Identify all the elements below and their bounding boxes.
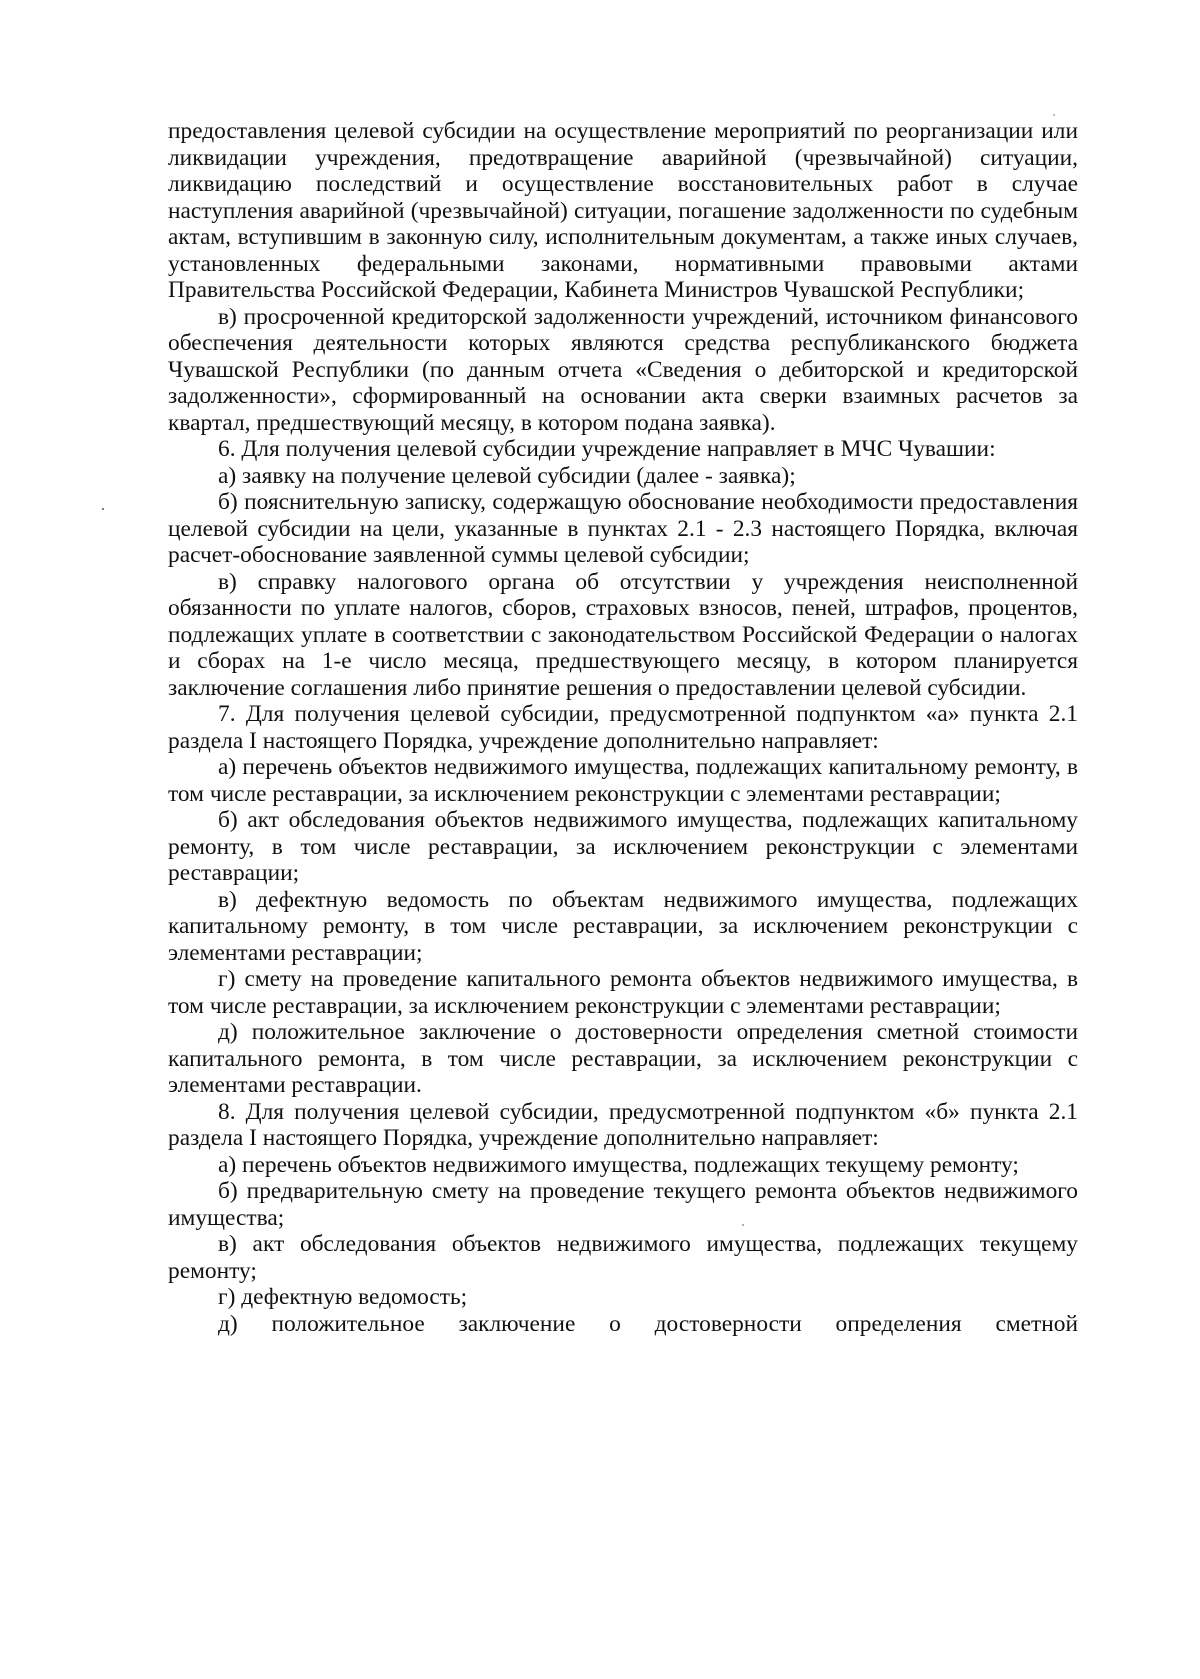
paragraph-clause-8-item-a: а) перечень объектов недвижимого имущества, подлежащих текущему ремонту; <box>218 1151 1019 1178</box>
paragraph-subsidy-purposes-continued: предоставления целевой субсидии на осуществление мероприятий по реорганизации или ликвидации учреждения, предотвращение аварийной (чрезвычайной) ситуации, ликвидацию последствий и осуществление восстановительных работ в случае наступления аварийной (чрезвычайной) ситуации, погашение задолженности по судебным актам, вступившим в законную силу, исполнительным документам, а также иных случаев, установленных федеральными законами, нормативными правовыми актами Правительства Российской Федерации, Кабинета Министров Чувашской Республики; <box>168 118 1078 303</box>
paragraph-clause-7-item-d: д) положительное заключение о достоверности определения сметной стоимости капитального ремонта, в том числе реставрации, за исключением реконструкции с элементами реставрации. <box>168 1019 1078 1098</box>
paragraph-clause-8-item-b: б) предварительную смету на проведение текущего ремонта объектов недвижимого имущества; <box>168 1178 1078 1231</box>
paragraph-clause-6-item-a: а) заявку на получение целевой субсидии (далее - заявка); <box>218 462 796 489</box>
scan-speck <box>742 1224 744 1226</box>
paragraph-clause-6: 6. Для получения целевой субсидии учреждение направляет в МЧС Чувашии: <box>218 436 996 462</box>
paragraph-clause-7-item-v: в) дефектную ведомость по объектам недвижимого имущества, подлежащих капитальному ремонту, в том числе реставрации, за исключением реконструкции с элементами реставрации; <box>168 886 1078 966</box>
paragraph-item-v-overdue-debt: в) просроченной кредиторской задолженности учреждений, источником финансового обеспечения деятельности которых являются средства республиканского бюджета Чувашской Республики (по данным отчета «Сведения о дебиторской и кредиторской задолженности», сформированный на основании акта сверки взаимных расчетов за квартал, предшествующий месяцу, в котором подана заявка). <box>168 303 1078 436</box>
paragraph-clause-8: 8. Для получения целевой субсидии, предусмотренной подпунктом «б» пункта 2.1 раздела I настоящего Порядка, учреждение дополнительно направляет: <box>168 1098 1078 1151</box>
scan-speck <box>102 508 104 510</box>
paragraph-clause-6-item-b: б) пояснительную записку, содержащую обоснование необходимости предоставления целевой субсидии на цели, указанные в пунктах 2.1 - 2.3 настоящего Порядка, включая расчет-обоснование заявленной суммы целевой субсидии; <box>168 489 1078 568</box>
paragraph-clause-8-item-v: в) акт обследования объектов недвижимого имущества, подлежащих текущему ремонту; <box>168 1231 1078 1284</box>
paragraph-clause-7-item-g: г) смету на проведение капитального ремонта объектов недвижимого имущества, в том числе реставрации, за исключением реконструкции с элементами реставрации; <box>168 966 1078 1019</box>
paragraph-clause-7: 7. Для получения целевой субсидии, предусмотренной подпунктом «а» пункта 2.1 раздела I настоящего Порядка, учреждение дополнительно направляет: <box>168 701 1078 754</box>
paragraph-clause-7-item-b: б) акт обследования объектов недвижимого имущества, подлежащих капитальному ремонту, в том числе реставрации, за исключением реконструкции с элементами реставрации; <box>168 807 1078 886</box>
scan-speck <box>1053 114 1055 116</box>
paragraph-clause-8-item-g: г) дефектную ведомость; <box>218 1284 468 1310</box>
document-body <box>168 118 1078 1337</box>
paragraph-clause-8-item-d: д) положительное заключение о достоверности определения сметной <box>218 1310 1078 1337</box>
paragraph-clause-7-item-a: а) перечень объектов недвижимого имущества, подлежащих капитальному ремонту, в том числе реставрации, за исключением реконструкции с элементами реставрации; <box>168 754 1078 807</box>
paragraph-clause-6-item-v: в) справку налогового органа об отсутствии у учреждения неисполненной обязанности по уплате налогов, сборов, страховых взносов, пеней, штрафов, процентов, подлежащих уплате в соответствии с законодательством Российской Федерации о налогах и сборах на 1-е число месяца, предшествующего месяцу, в котором планируется заключение соглашения либо принятие решения о предоставлении целевой субсидии. <box>168 568 1078 701</box>
